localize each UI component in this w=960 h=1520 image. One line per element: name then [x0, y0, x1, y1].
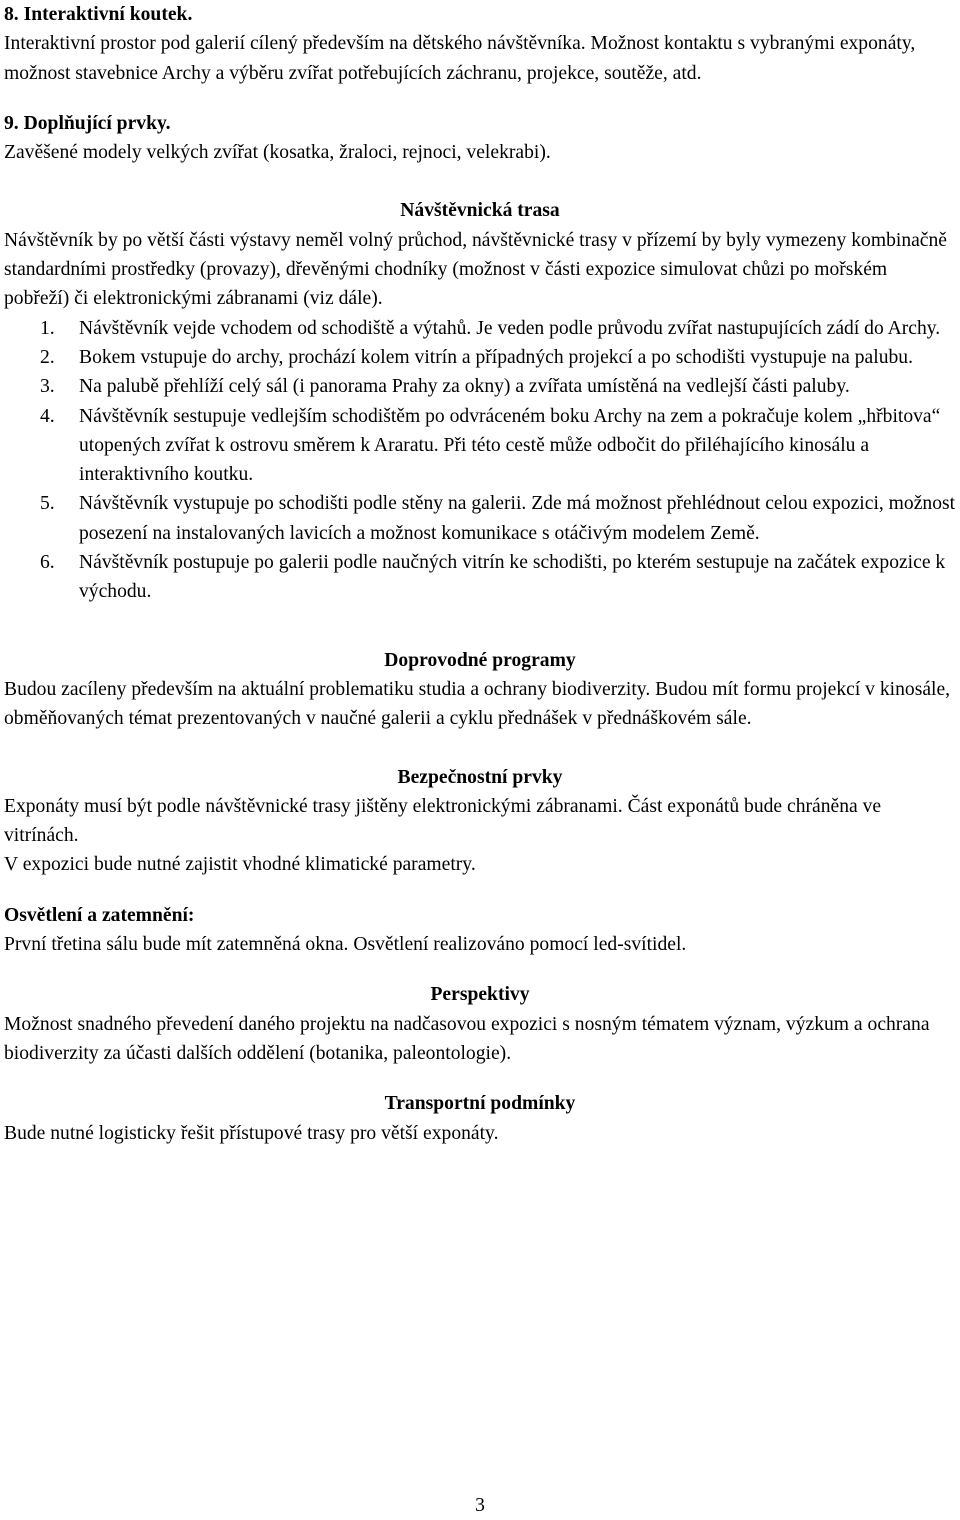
step-text: Bokem vstupuje do archy, prochází kolem vitrín a případných projekcí a po schodišti vystupuje na palubu.: [79, 346, 913, 368]
spacer: [4, 880, 956, 901]
safety-text-1: Exponáty musí být podle návštěvnické trasy jištěny elektronickými zábranami. Část exponátů bude chráněna ve vitrínách.: [4, 795, 882, 847]
visitor-route-intro: Návštěvník by po větší části výstavy neměl volný průchod, návštěvnické trasy v přízemí by byly vymezeny kombinačně standardními prostředky (provazy), dřevěnými chodníky (možnost v části expozice simulovat chůzi po mořském pobřeží) či elektronickými zábranami (viz dále).: [4, 229, 947, 310]
step-text: Návštěvník vystupuje po schodišti podle stěny na galerii. Zde má možnost přehlédnout celou expozici, možnost posezení na instalovaných lavicích a možnost komunikace s otáčivým modelem Země.: [79, 493, 956, 544]
additional-elements-heading: 9. Doplňující prvky.: [4, 112, 171, 134]
additional-elements-text: Zavěšené modely velkých zvířat (kosatka, žraloci, rejnoci, velekrabi).: [4, 142, 551, 164]
step-text: Návštěvník vejde vchodem od schodiště a výtahů. Je veden podle průvodu zvířat nastupujících zádí do Archy.: [79, 317, 941, 339]
interactive-corner-heading: 8. Interaktivní koutek.: [4, 4, 193, 25]
list-item: [4, 402, 956, 490]
visitor-route-steps: [4, 314, 956, 607]
spacer: [4, 88, 956, 109]
page-number: 3: [475, 1495, 485, 1516]
spacer: [4, 734, 956, 763]
list-item: [4, 372, 956, 401]
safety-heading: Bezpečnostní prvky: [397, 766, 563, 788]
step-text: Návštěvník sestupuje vedlejším schodištěm po odvráceném boku Archy na zem a pokračuje kolem „hřbitova“ utopených zvířat k ostrovu směrem k Araratu. Při této cestě může odbočit do přiléhajícího kinosálu a interaktivního koutku.: [79, 405, 941, 486]
perspectives-heading: Perspektivy: [430, 984, 530, 1006]
spacer: [4, 607, 956, 646]
step-number: 5.: [40, 493, 55, 515]
document-page: [4, 0, 956, 1148]
spacer: [4, 1068, 956, 1089]
perspectives-text: Možnost snadného převedení daného projektu na nadčasovou expozici s nosným tématem význam, výzkum a ochrana biodiverzity za účasti dalších oddělení (botanika, paleontologie).: [4, 1013, 930, 1064]
transport-text: Bude nutné logisticky řešit přístupové trasy pro větší exponáty.: [4, 1122, 499, 1144]
spacer: [4, 959, 956, 980]
step-number: 4.: [40, 405, 55, 427]
lighting-text: První třetina sálu bude mít zatemněná okna. Osvětlení realizováno pomocí led-svítidel.: [4, 934, 687, 956]
safety-text-2: V expozici bude nutné zajistit vhodné klimatické parametry.: [4, 854, 476, 876]
list-item: [4, 314, 956, 343]
step-text: Na palubě přehlíží celý sál (i panorama Prahy za okny) a zvířata umístěná na vedlejší části paluby.: [79, 376, 850, 398]
lighting-heading: Osvětlení a zatemnění:: [4, 904, 195, 926]
interactive-corner-text: Interaktivní prostor pod galerií cílený především na dětského návštěvníka. Možnost kontaktu s vybranými exponáty, možnost stavebnice Archy a výběru zvířat potřebujících záchranu, projekce, soutěže, atd.: [4, 33, 916, 84]
step-number: 2.: [40, 346, 55, 368]
visitor-route-heading: Návštěvnická trasa: [400, 200, 560, 222]
accompanying-programs-heading: Doprovodné programy: [384, 649, 576, 671]
step-number: 1.: [40, 317, 55, 339]
spacer: [4, 167, 956, 196]
list-item: [4, 548, 956, 607]
accompanying-programs-text: Budou zacíleny především na aktuální problematiku studia a ochrany biodiverzity. Budou mít formu projekcí v kinosále, obměňovaných témat prezentovaných v naučné galerii a cyklu přednášek v přednáškovém sále.: [4, 678, 951, 730]
step-number: 3.: [40, 376, 55, 398]
transport-heading: Transportní podmínky: [384, 1093, 576, 1115]
step-text: Návštěvník postupuje po galerii podle naučných vitrín ke schodišti, po kterém sestupuje na začátek expozice k východu.: [79, 552, 946, 603]
list-item: [4, 343, 956, 372]
step-number: 6.: [40, 552, 55, 574]
list-item: [4, 489, 956, 548]
